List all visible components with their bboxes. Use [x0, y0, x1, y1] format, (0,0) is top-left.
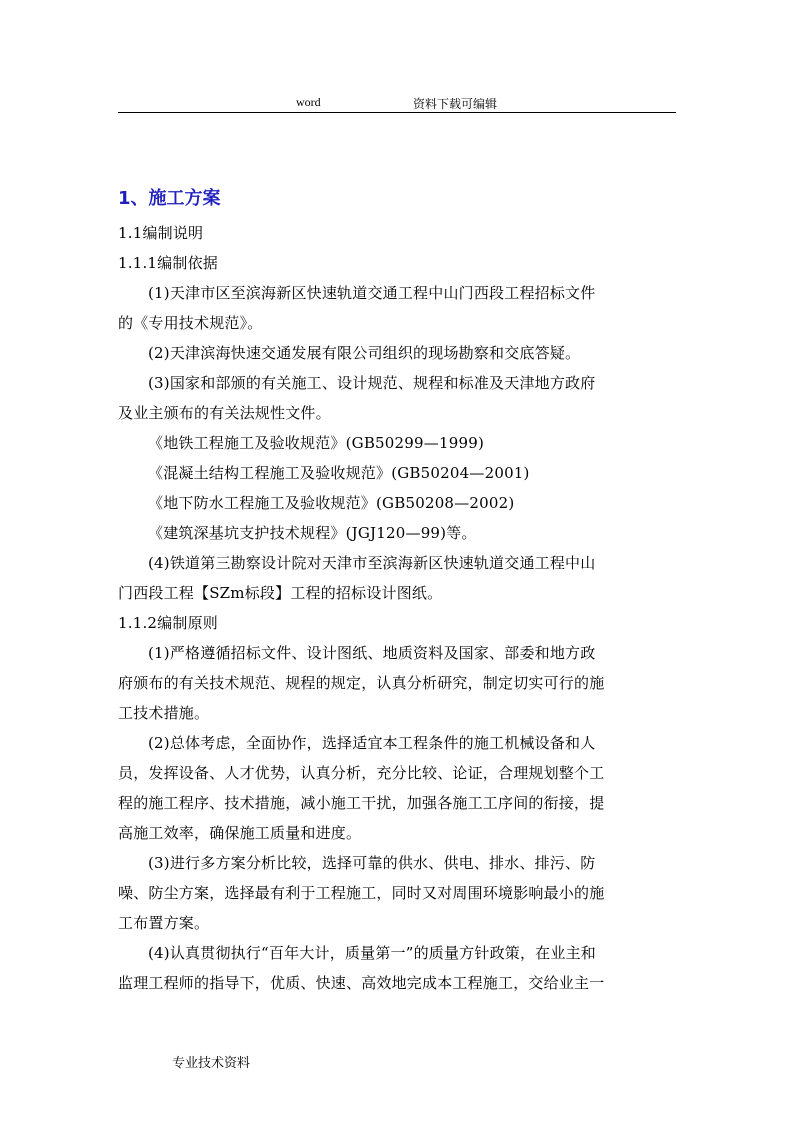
principle-1-line-2: 府颁布的有关技术规范、规程的规定，认真分析研究，制定切实可行的施 [118, 674, 605, 692]
principle-3-line-2: 噪、防尘方案，选择最有利于工程施工，同时又对周围环境影响最小的施 [118, 884, 605, 902]
subheading-1-1-2: 1.1.2编制原则 [118, 614, 218, 632]
subheading-1-1-1: 1.1.1编制依据 [118, 254, 218, 272]
principle-1-line-3: 工技术措施。 [118, 704, 210, 722]
standard-3: 《地下防水工程施工及验收规范》(GB50208—2002) [148, 494, 515, 512]
principle-4-line-1: (4)认真贯彻执行“百年大计，质量第一”的质量方针政策，在业主和 [148, 944, 596, 962]
principle-2-line-4: 高施工效率，确保施工质量和进度。 [118, 824, 362, 842]
basis-item-3-line-1: (3)国家和部颁的有关施工、设计规范、规程和标准及天津地方政府 [148, 374, 596, 392]
principle-3-line-3: 工布置方案。 [118, 914, 210, 932]
principle-1-line-1: (1)严格遵循招标文件、设计图纸、地质资料及国家、部委和地方政 [148, 644, 596, 662]
header-left-text: word [296, 95, 321, 109]
standard-1: 《地铁工程施工及验收规范》(GB50299—1999) [148, 434, 485, 452]
principle-2-line-3: 程的施工程序、技术措施，减小施工干扰，加强各施工工序间的衔接，提 [118, 794, 605, 812]
principle-3-line-1: (3)进行多方案分析比较，选择可靠的供水、供电、排水、排污、防 [148, 854, 596, 872]
basis-item-4-line-1: (4)铁道第三勘察设计院对天津市至滨海新区快速轨道交通工程中山 [148, 554, 596, 572]
basis-item-4-line-2: 门西段工程【SZm标段】工程的招标设计图纸。 [118, 584, 443, 602]
page-footer: 专业技术资料 [172, 1056, 251, 1071]
subheading-1-1: 1.1编制说明 [118, 224, 204, 242]
document-body [118, 218, 678, 998]
basis-item-3-line-2: 及业主颁布的有关法规性文件。 [118, 404, 331, 422]
header-right-text: 资料下载可编辑 [413, 97, 498, 111]
standard-4: 《建筑深基坑支护技术规程》(JGJ120—99)等。 [148, 524, 477, 542]
section-heading: 1、施工方案 [118, 188, 221, 209]
principle-2-line-1: (2)总体考虑，全面协作，选择适宜本工程条件的施工机械设备和人 [148, 734, 596, 752]
principle-4-line-2: 监理工程师的指导下，优质、快速、高效地完成本工程施工，交给业主一 [118, 974, 605, 992]
principle-2-line-2: 员，发挥设备、人才优势，认真分析，充分比较、论证，合理规划整个工 [118, 764, 605, 782]
standard-2: 《混凝土结构工程施工及验收规范》(GB50204—2001) [148, 464, 530, 482]
page-header [118, 93, 676, 113]
basis-item-2-line-1: (2)天津滨海快速交通发展有限公司组织的现场勘察和交底答疑。 [148, 344, 581, 362]
basis-item-1-line-1: (1)天津市区至滨海新区快速轨道交通工程中山门西段工程招标文件 [148, 284, 596, 302]
basis-item-1-line-2: 的《专用技术规范》。 [118, 314, 263, 332]
